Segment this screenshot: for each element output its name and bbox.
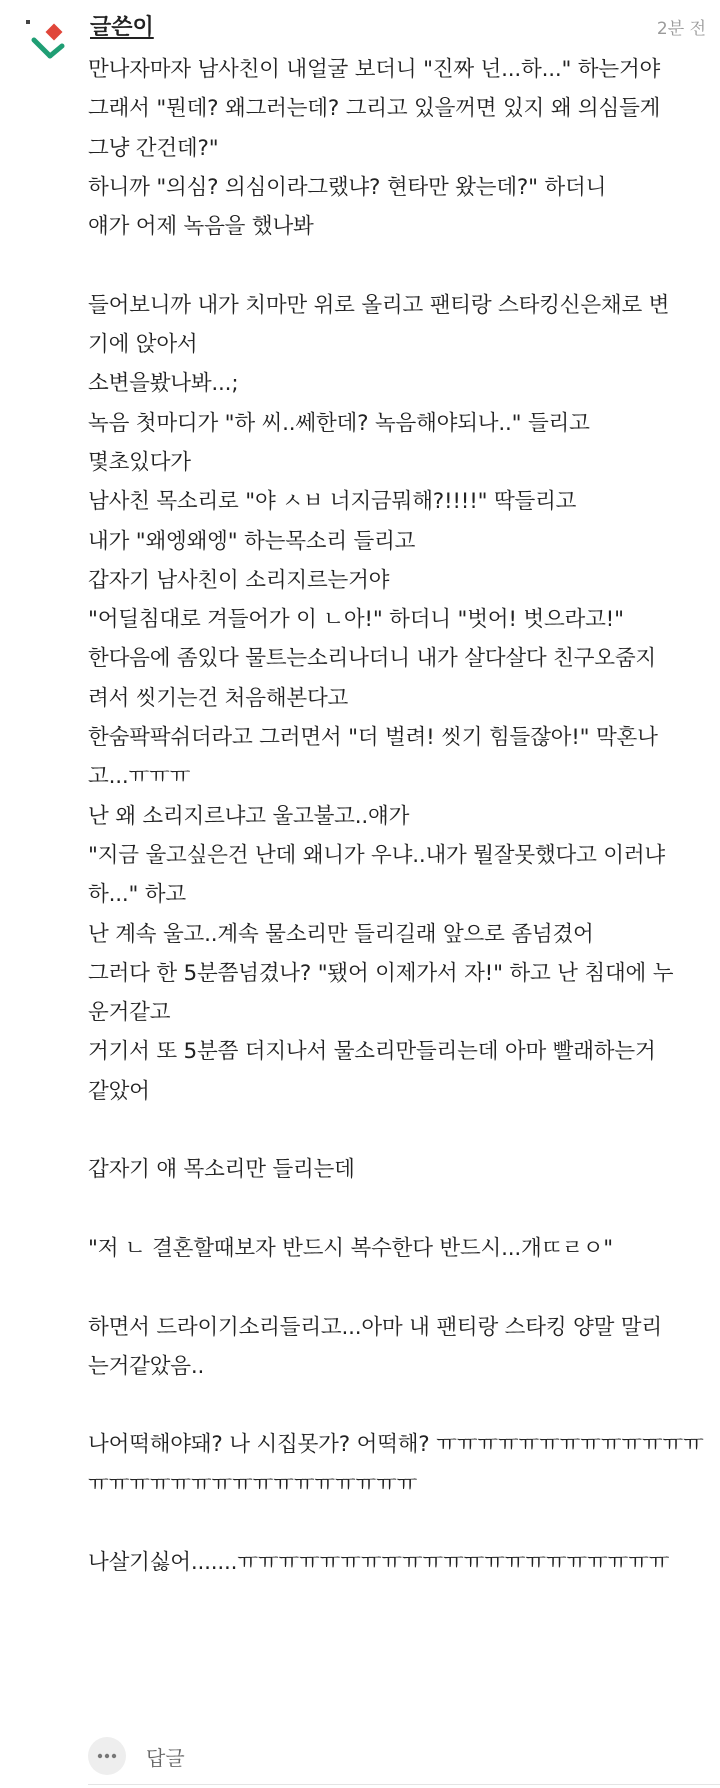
- comment-line: 려서 씻기는건 처음해본다고: [88, 685, 349, 711]
- comment-actions: [88, 1736, 185, 1776]
- comment-line: 난 왜 소리지르냐고 울고불고..얘가: [88, 803, 410, 829]
- more-options-button[interactable]: [88, 1737, 126, 1775]
- reply-button[interactable]: 답글: [146, 1745, 185, 1770]
- comment-line: 그래서 "뭔데? 왜그러는데? 그리고 있을꺼면 있지 왜 의심들게: [88, 96, 661, 122]
- blank-line: [88, 1190, 700, 1229]
- comment-line: 난 계속 울고..계속 물소리만 들리길래 앞으로 좀넘겼어: [88, 921, 594, 947]
- comment-body: [88, 50, 704, 1583]
- comment-line: 운거같고: [88, 1000, 171, 1026]
- comment-line: 는거같았음..: [88, 1353, 205, 1379]
- comment-line: 그냥 간건데?": [88, 135, 219, 161]
- comment-line: 하..." 하고: [88, 882, 186, 908]
- comment-line: 나어떡해야돼? 나 시집못가? 어떡해? ㅠㅠㅠㅠㅠㅠㅠㅠㅠㅠㅠㅠㅠ: [88, 1432, 704, 1458]
- comment-line: 몇초있다가: [88, 449, 191, 475]
- comment-line: 갑자기 얘 목소리만 들리는데: [88, 1157, 355, 1183]
- ellipsis-icon: [97, 1753, 117, 1759]
- comment-line: 내가 "왜엥왜엥" 하는목소리 들리고: [88, 528, 416, 554]
- comment-line: "어딜침대로 겨들어가 이 ㄴ아!" 하더니 "벗어! 벗으라고!": [88, 607, 624, 633]
- comment-line: "지금 울고싶은건 난데 왜니가 우냐..내가 뭘잘못했다고 이러냐: [88, 842, 665, 868]
- comment-author[interactable]: 글쓴이: [90, 15, 154, 40]
- comment-line: 만나자마자 남사친이 내얼굴 보더니 "진짜 넌...하..." 하는거야: [88, 57, 661, 82]
- comment-line: 거기서 또 5분쯤 더지나서 물소리만들리는데 아마 빨래하는거: [88, 1039, 656, 1065]
- comment-line: 고...ㅠㅠㅠ: [88, 764, 191, 790]
- avatar[interactable]: [22, 14, 74, 66]
- comment-line: 한숨팍팍쉬더라고 그러면서 "더 벌려! 씻기 힘들잖아!" 막혼나: [88, 725, 658, 751]
- comment-line: 같았어: [88, 1078, 150, 1104]
- comment-line: 나살기싫어.......ㅠㅠㅠㅠㅠㅠㅠㅠㅠㅠㅠㅠㅠㅠㅠㅠㅠㅠㅠㅠㅠ: [88, 1550, 670, 1576]
- comment-line: 녹음 첫마디가 "하 씨..쎄한데? 녹음해야되나.." 들리고: [88, 410, 590, 436]
- comment-line: "저 ㄴ 결혼할때보자 반드시 복수한다 반드시...개ㄸㄹㅇ": [88, 1235, 613, 1261]
- comment-line: ㅠㅠㅠㅠㅠㅠㅠㅠㅠㅠㅠㅠㅠㅠㅠㅠ: [88, 1471, 418, 1497]
- comment-line: 한다음에 좀있다 물트는소리나더니 내가 살다살다 친구오줌지: [88, 646, 656, 672]
- blank-line: [88, 1111, 700, 1150]
- blank-line: [88, 1386, 700, 1425]
- comment-line: 남사친 목소리로 "야 ㅅㅂ 너지금뭐해?!!!!" 딱들리고: [88, 489, 577, 515]
- comment-line: 들어보니까 내가 치마만 위로 올리고 팬티랑 스타킹신은채로 변: [88, 292, 670, 318]
- comment-line: 하니까 "의심? 의심이라그랬냐? 현타만 왔는데?" 하더니: [88, 174, 607, 200]
- blank-line: [88, 1268, 700, 1307]
- comment-line: 기에 앉아서: [88, 332, 198, 358]
- blank-line: [88, 1504, 700, 1543]
- avatar-logo-icon: [22, 14, 74, 66]
- blank-line: [88, 246, 700, 285]
- comment-line: 하면서 드라이기소리들리고...아마 내 팬티랑 스타킹 양말 말리: [88, 1314, 662, 1340]
- comment-divider: [88, 1784, 720, 1785]
- comment-line: 그러다 한 5분쯤넘겼나? "됐어 이제가서 자!" 하고 난 침대에 누: [88, 960, 674, 986]
- comment-line: 얘가 어제 녹음을 했나봐: [88, 214, 314, 240]
- comment-line: 갑자기 남사친이 소리지르는거야: [88, 567, 390, 593]
- comment-timestamp: 2분 전: [656, 19, 706, 39]
- comment-line: 소변을봤나봐...;: [88, 371, 239, 397]
